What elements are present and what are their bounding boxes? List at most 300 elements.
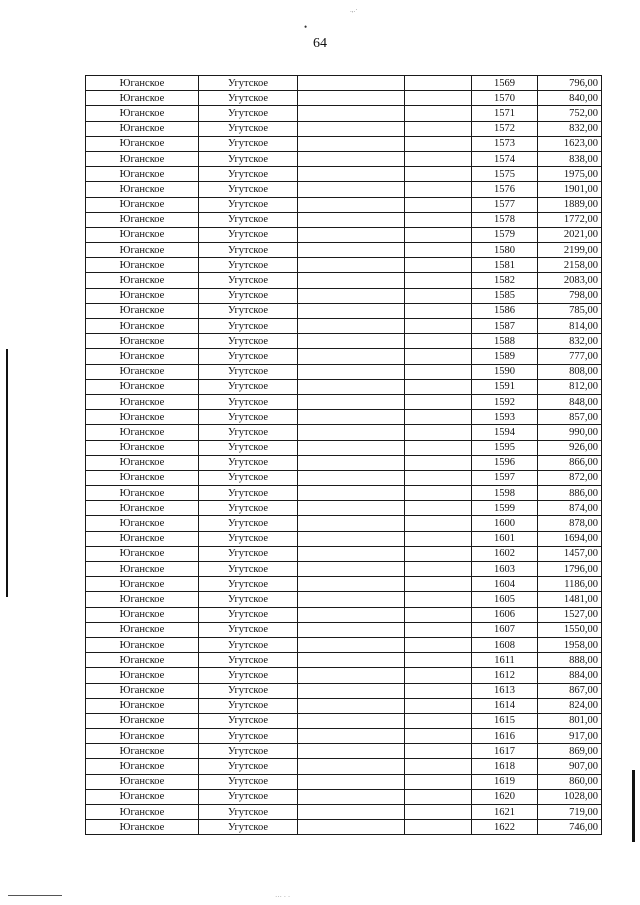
table-row: [86, 91, 602, 106]
cell-empty: [298, 273, 405, 288]
cell-area: Угутское: [199, 516, 298, 531]
cell-value: 907,00: [538, 759, 602, 774]
cell-value: 838,00: [538, 151, 602, 166]
cell-value: 840,00: [538, 91, 602, 106]
cell-area: Угутское: [199, 151, 298, 166]
cell-blank: [405, 288, 472, 303]
table-row: [86, 592, 602, 607]
cell-blank: [405, 744, 472, 759]
table-row: [86, 121, 602, 136]
cell-quarter-number: 1569: [472, 76, 538, 91]
cell-quarter-number: 1596: [472, 455, 538, 470]
cell-quarter-number: 1570: [472, 91, 538, 106]
table-row: [86, 683, 602, 698]
cell-empty: [298, 106, 405, 121]
cell-value: 812,00: [538, 379, 602, 394]
cell-district: Юганское: [86, 501, 199, 516]
cell-empty: [298, 759, 405, 774]
cell-district: Юганское: [86, 698, 199, 713]
cell-district: Юганское: [86, 106, 199, 121]
scan-mark-bottom: ··· · ·: [275, 893, 291, 901]
cell-area: Угутское: [199, 410, 298, 425]
cell-blank: [405, 683, 472, 698]
cell-blank: [405, 212, 472, 227]
cell-district: Юганское: [86, 577, 199, 592]
cell-blank: [405, 76, 472, 91]
table-row: [86, 364, 602, 379]
cell-area: Угутское: [199, 637, 298, 652]
cell-quarter-number: 1580: [472, 243, 538, 258]
cell-value: 814,00: [538, 319, 602, 334]
cell-empty: [298, 653, 405, 668]
cell-area: Угутское: [199, 805, 298, 820]
cell-area: Угутское: [199, 349, 298, 364]
cell-value: 808,00: [538, 364, 602, 379]
cell-quarter-number: 1591: [472, 379, 538, 394]
cell-area: Угутское: [199, 577, 298, 592]
cell-quarter-number: 1619: [472, 774, 538, 789]
cell-blank: [405, 501, 472, 516]
cell-blank: [405, 774, 472, 789]
cell-empty: [298, 334, 405, 349]
cell-area: Угутское: [199, 440, 298, 455]
table-row: [86, 167, 602, 182]
cell-empty: [298, 501, 405, 516]
page-number: 64: [313, 36, 327, 51]
cell-blank: [405, 440, 472, 455]
cell-value: 1889,00: [538, 197, 602, 212]
cell-quarter-number: 1593: [472, 410, 538, 425]
cell-district: Юганское: [86, 379, 199, 394]
table-row: [86, 319, 602, 334]
cell-empty: [298, 379, 405, 394]
cell-district: Юганское: [86, 470, 199, 485]
cell-district: Юганское: [86, 212, 199, 227]
cell-value: 1958,00: [538, 637, 602, 652]
cell-empty: [298, 470, 405, 485]
cell-blank: [405, 622, 472, 637]
cell-value: 1694,00: [538, 531, 602, 546]
cell-quarter-number: 1594: [472, 425, 538, 440]
cell-district: Юганское: [86, 243, 199, 258]
table-row: [86, 212, 602, 227]
cell-empty: [298, 121, 405, 136]
table-row: [86, 197, 602, 212]
table-row: [86, 653, 602, 668]
table-row: [86, 394, 602, 409]
cell-empty: [298, 167, 405, 182]
cell-district: Юганское: [86, 531, 199, 546]
cell-quarter-number: 1588: [472, 334, 538, 349]
cell-value: 1186,00: [538, 577, 602, 592]
cell-district: Юганское: [86, 759, 199, 774]
table-row: [86, 744, 602, 759]
cell-district: Юганское: [86, 182, 199, 197]
cell-area: Угутское: [199, 501, 298, 516]
cell-quarter-number: 1586: [472, 303, 538, 318]
table-row: [86, 820, 602, 835]
cell-quarter-number: 1601: [472, 531, 538, 546]
table-row: [86, 759, 602, 774]
cell-quarter-number: 1606: [472, 607, 538, 622]
cell-blank: [405, 516, 472, 531]
cell-value: 1457,00: [538, 546, 602, 561]
cell-district: Юганское: [86, 167, 199, 182]
cell-area: Угутское: [199, 744, 298, 759]
cell-value: 878,00: [538, 516, 602, 531]
cell-quarter-number: 1600: [472, 516, 538, 531]
cell-area: Угутское: [199, 106, 298, 121]
cell-district: Юганское: [86, 288, 199, 303]
cell-value: 752,00: [538, 106, 602, 121]
cell-empty: [298, 729, 405, 744]
table-row: [86, 546, 602, 561]
table-row: [86, 789, 602, 804]
cell-district: Юганское: [86, 91, 199, 106]
table-row: [86, 622, 602, 637]
cell-quarter-number: 1573: [472, 136, 538, 151]
table-row: [86, 805, 602, 820]
table-row: [86, 729, 602, 744]
cell-blank: [405, 151, 472, 166]
cell-empty: [298, 258, 405, 273]
cell-quarter-number: 1574: [472, 151, 538, 166]
cell-quarter-number: 1582: [472, 273, 538, 288]
cell-value: 785,00: [538, 303, 602, 318]
cell-value: 798,00: [538, 288, 602, 303]
cell-value: 2158,00: [538, 258, 602, 273]
table-row: [86, 106, 602, 121]
cell-empty: [298, 744, 405, 759]
cell-area: Угутское: [199, 562, 298, 577]
table-row: [86, 136, 602, 151]
cell-quarter-number: 1617: [472, 744, 538, 759]
cell-empty: [298, 668, 405, 683]
cell-empty: [298, 698, 405, 713]
cell-empty: [298, 531, 405, 546]
cell-district: Юганское: [86, 729, 199, 744]
cell-quarter-number: 1603: [472, 562, 538, 577]
cell-area: Угутское: [199, 713, 298, 728]
cell-area: Угутское: [199, 789, 298, 804]
table-row: [86, 486, 602, 501]
cell-blank: [405, 273, 472, 288]
cell-empty: [298, 486, 405, 501]
table-row: [86, 577, 602, 592]
cell-area: Угутское: [199, 273, 298, 288]
cell-blank: [405, 349, 472, 364]
cell-area: Угутское: [199, 167, 298, 182]
cell-area: Угутское: [199, 774, 298, 789]
cell-district: Юганское: [86, 516, 199, 531]
cell-area: Угутское: [199, 425, 298, 440]
cell-empty: [298, 212, 405, 227]
cell-quarter-number: 1589: [472, 349, 538, 364]
cell-value: 2199,00: [538, 243, 602, 258]
cell-quarter-number: 1581: [472, 258, 538, 273]
cell-empty: [298, 151, 405, 166]
cell-empty: [298, 394, 405, 409]
cell-area: Угутское: [199, 121, 298, 136]
cell-area: Угутское: [199, 820, 298, 835]
table-row: [86, 258, 602, 273]
cell-blank: [405, 607, 472, 622]
cell-blank: [405, 637, 472, 652]
cell-empty: [298, 592, 405, 607]
cell-blank: [405, 455, 472, 470]
cell-blank: [405, 805, 472, 820]
cell-district: Юганское: [86, 136, 199, 151]
cell-area: Угутское: [199, 394, 298, 409]
cell-blank: [405, 227, 472, 242]
cell-area: Угутское: [199, 182, 298, 197]
table-body: [86, 76, 602, 835]
cell-empty: [298, 76, 405, 91]
cell-value: 824,00: [538, 698, 602, 713]
cell-quarter-number: 1611: [472, 653, 538, 668]
cell-district: Юганское: [86, 334, 199, 349]
cell-value: 874,00: [538, 501, 602, 516]
cell-blank: [405, 470, 472, 485]
cell-quarter-number: 1575: [472, 167, 538, 182]
cell-district: Юганское: [86, 607, 199, 622]
cell-value: 832,00: [538, 121, 602, 136]
table-row: [86, 516, 602, 531]
cell-area: Угутское: [199, 319, 298, 334]
cell-district: Юганское: [86, 546, 199, 561]
cell-district: Юганское: [86, 151, 199, 166]
cell-quarter-number: 1578: [472, 212, 538, 227]
cell-area: Угутское: [199, 364, 298, 379]
table-row: [86, 76, 602, 91]
table-row: [86, 273, 602, 288]
cell-blank: [405, 546, 472, 561]
cell-quarter-number: 1613: [472, 683, 538, 698]
cell-value: 801,00: [538, 713, 602, 728]
cell-area: Угутское: [199, 212, 298, 227]
cell-blank: [405, 91, 472, 106]
table-row: [86, 425, 602, 440]
table-row: [86, 303, 602, 318]
cell-area: Угутское: [199, 759, 298, 774]
cell-empty: [298, 789, 405, 804]
cell-value: 869,00: [538, 744, 602, 759]
cell-quarter-number: 1616: [472, 729, 538, 744]
cell-area: Угутское: [199, 91, 298, 106]
cell-blank: [405, 410, 472, 425]
cell-area: Угутское: [199, 197, 298, 212]
cell-area: Угутское: [199, 607, 298, 622]
cell-empty: [298, 91, 405, 106]
cell-quarter-number: 1599: [472, 501, 538, 516]
cell-district: Юганское: [86, 622, 199, 637]
table-row: [86, 637, 602, 652]
cell-area: Угутское: [199, 683, 298, 698]
table-row: [86, 531, 602, 546]
cell-empty: [298, 683, 405, 698]
cell-blank: [405, 334, 472, 349]
cell-blank: [405, 364, 472, 379]
cell-quarter-number: 1576: [472, 182, 538, 197]
cell-value: 926,00: [538, 440, 602, 455]
cell-quarter-number: 1592: [472, 394, 538, 409]
cell-area: Угутское: [199, 379, 298, 394]
cell-value: 848,00: [538, 394, 602, 409]
cell-district: Юганское: [86, 364, 199, 379]
cell-value: 832,00: [538, 334, 602, 349]
cell-empty: [298, 227, 405, 242]
cell-blank: [405, 106, 472, 121]
cell-value: 857,00: [538, 410, 602, 425]
cell-value: 1796,00: [538, 562, 602, 577]
cell-blank: [405, 577, 472, 592]
cell-district: Юганское: [86, 455, 199, 470]
table-row: [86, 349, 602, 364]
cell-district: Юганское: [86, 744, 199, 759]
cell-empty: [298, 607, 405, 622]
cell-value: 917,00: [538, 729, 602, 744]
table-row: [86, 607, 602, 622]
cell-value: 1772,00: [538, 212, 602, 227]
cell-area: Угутское: [199, 455, 298, 470]
cell-blank: [405, 121, 472, 136]
cell-value: 867,00: [538, 683, 602, 698]
cell-value: 884,00: [538, 668, 602, 683]
cell-empty: [298, 410, 405, 425]
cell-quarter-number: 1571: [472, 106, 538, 121]
table-row: [86, 713, 602, 728]
cell-blank: [405, 653, 472, 668]
cell-area: Угутское: [199, 592, 298, 607]
table-row: [86, 501, 602, 516]
cell-blank: [405, 379, 472, 394]
cell-value: 866,00: [538, 455, 602, 470]
cell-district: Юганское: [86, 273, 199, 288]
cell-value: 1623,00: [538, 136, 602, 151]
cell-quarter-number: 1577: [472, 197, 538, 212]
table-row: [86, 774, 602, 789]
cell-blank: [405, 182, 472, 197]
table-row: [86, 562, 602, 577]
cell-district: Юганское: [86, 349, 199, 364]
cell-empty: [298, 774, 405, 789]
cell-area: Угутское: [199, 668, 298, 683]
cell-area: Угутское: [199, 288, 298, 303]
cell-value: 796,00: [538, 76, 602, 91]
cell-empty: [298, 637, 405, 652]
cell-empty: [298, 136, 405, 151]
cell-area: Угутское: [199, 729, 298, 744]
cell-quarter-number: 1602: [472, 546, 538, 561]
cell-empty: [298, 288, 405, 303]
cell-area: Угутское: [199, 258, 298, 273]
cell-area: Угутское: [199, 622, 298, 637]
cell-quarter-number: 1585: [472, 288, 538, 303]
cell-empty: [298, 303, 405, 318]
cell-empty: [298, 516, 405, 531]
table-row: [86, 410, 602, 425]
cell-district: Юганское: [86, 76, 199, 91]
cell-district: Юганское: [86, 258, 199, 273]
table-row: [86, 151, 602, 166]
cell-value: 886,00: [538, 486, 602, 501]
cell-blank: [405, 713, 472, 728]
cell-quarter-number: 1587: [472, 319, 538, 334]
cell-district: Юганское: [86, 227, 199, 242]
cell-quarter-number: 1612: [472, 668, 538, 683]
cell-quarter-number: 1598: [472, 486, 538, 501]
cell-empty: [298, 546, 405, 561]
cell-value: 990,00: [538, 425, 602, 440]
cell-blank: [405, 303, 472, 318]
cell-area: Угутское: [199, 243, 298, 258]
table-row: [86, 334, 602, 349]
cell-quarter-number: 1605: [472, 592, 538, 607]
cell-empty: [298, 455, 405, 470]
cell-value: 1028,00: [538, 789, 602, 804]
cell-blank: [405, 258, 472, 273]
table-row: [86, 243, 602, 258]
cell-district: Юганское: [86, 820, 199, 835]
cell-quarter-number: 1621: [472, 805, 538, 820]
table-row: [86, 379, 602, 394]
table-row: [86, 288, 602, 303]
cell-district: Юганское: [86, 592, 199, 607]
cell-blank: [405, 668, 472, 683]
cell-blank: [405, 592, 472, 607]
scan-dot: •: [304, 22, 308, 32]
cell-area: Угутское: [199, 470, 298, 485]
cell-area: Угутское: [199, 486, 298, 501]
cell-district: Юганское: [86, 303, 199, 318]
scan-mark-top: .,.·: [350, 6, 358, 14]
cell-quarter-number: 1615: [472, 713, 538, 728]
cell-district: Юганское: [86, 394, 199, 409]
cell-district: Юганское: [86, 653, 199, 668]
table-row: [86, 668, 602, 683]
cell-quarter-number: 1607: [472, 622, 538, 637]
cell-blank: [405, 136, 472, 151]
cell-quarter-number: 1572: [472, 121, 538, 136]
cell-blank: [405, 486, 472, 501]
table-row: [86, 182, 602, 197]
cell-empty: [298, 577, 405, 592]
forest-quarters-table: [85, 75, 602, 835]
cell-area: Угутское: [199, 546, 298, 561]
cell-district: Юганское: [86, 637, 199, 652]
cell-district: Юганское: [86, 774, 199, 789]
cell-area: Угутское: [199, 698, 298, 713]
cell-quarter-number: 1604: [472, 577, 538, 592]
cell-district: Юганское: [86, 319, 199, 334]
cell-quarter-number: 1590: [472, 364, 538, 379]
cell-empty: [298, 440, 405, 455]
cell-value: 777,00: [538, 349, 602, 364]
cell-empty: [298, 182, 405, 197]
cell-blank: [405, 243, 472, 258]
cell-empty: [298, 713, 405, 728]
cell-value: 872,00: [538, 470, 602, 485]
cell-blank: [405, 562, 472, 577]
cell-blank: [405, 319, 472, 334]
cell-value: 860,00: [538, 774, 602, 789]
cell-empty: [298, 319, 405, 334]
cell-empty: [298, 805, 405, 820]
cell-area: Угутское: [199, 531, 298, 546]
table-row: [86, 227, 602, 242]
scan-edge-right: [632, 770, 635, 842]
table-row: [86, 698, 602, 713]
